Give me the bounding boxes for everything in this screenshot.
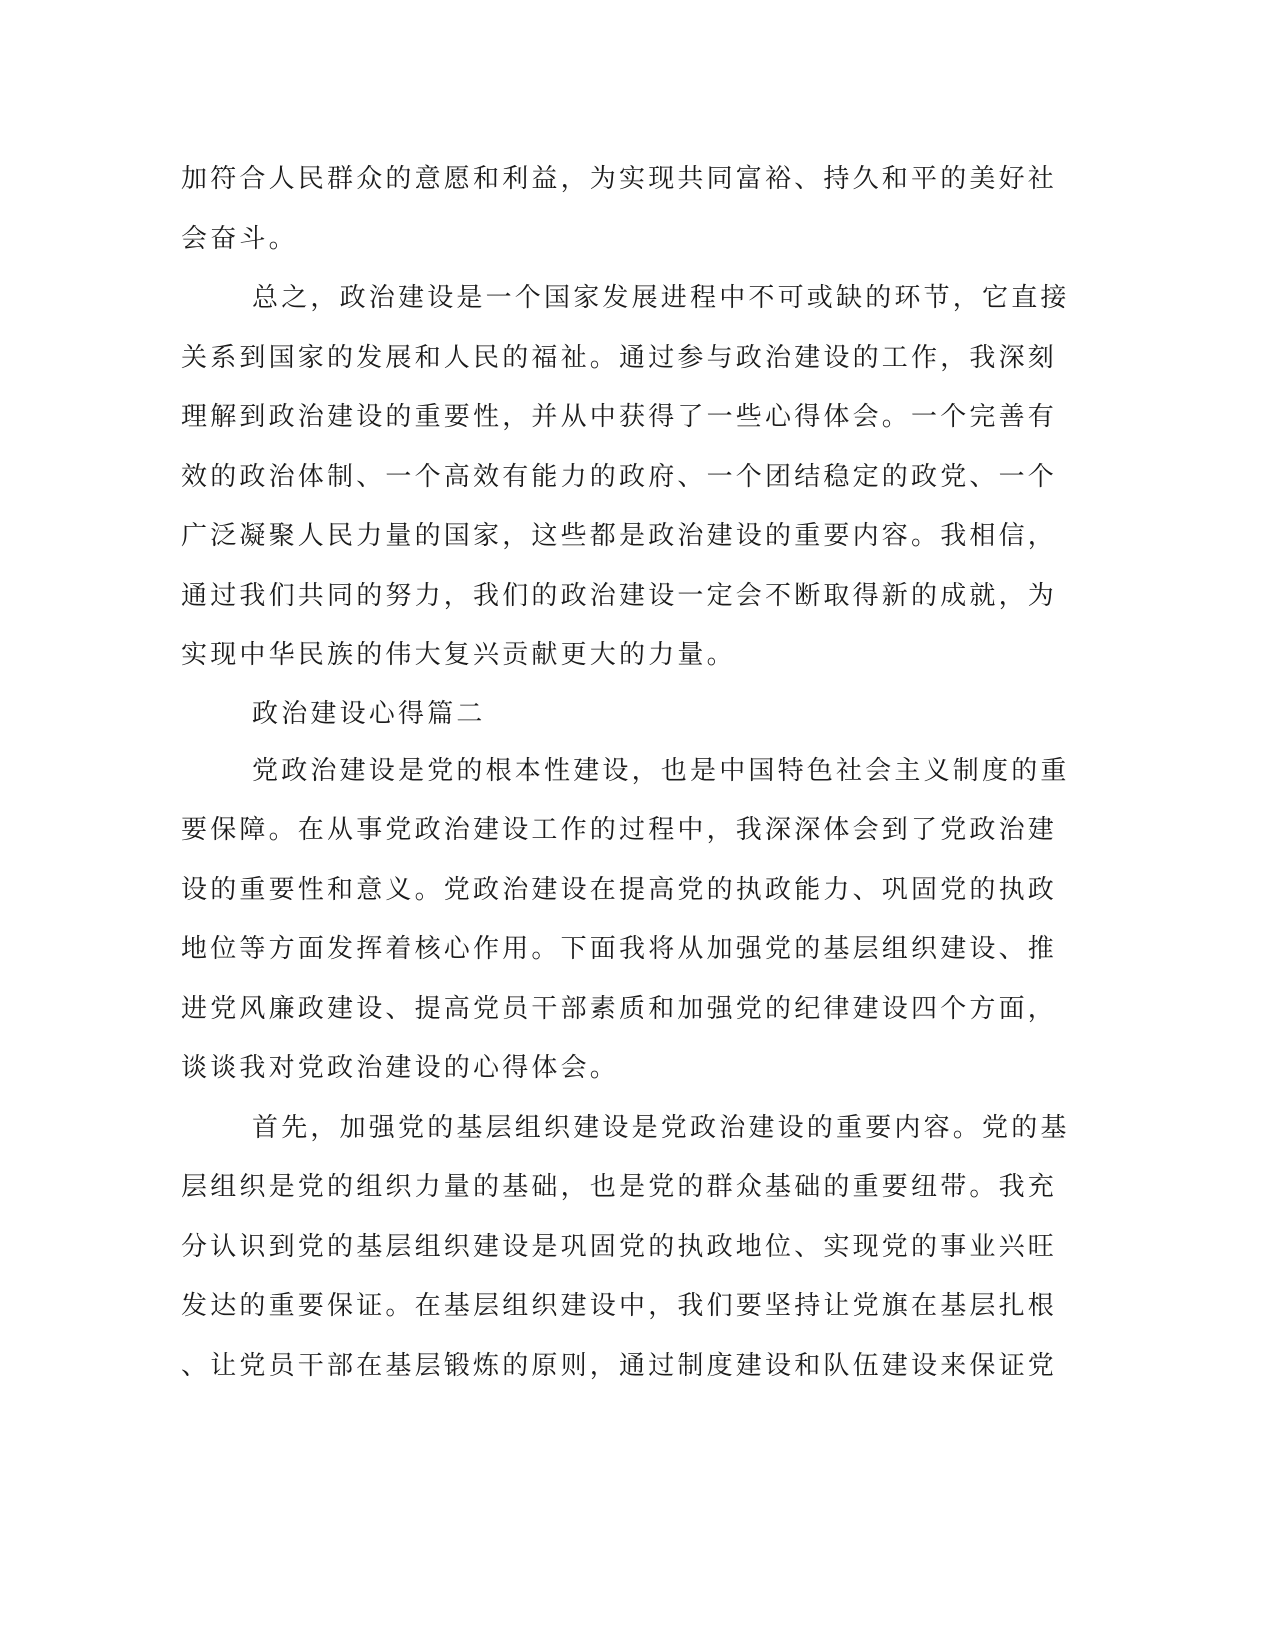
paragraph-continued [181, 150, 1058, 269]
text-line: 实现中华民族的伟大复兴贡献更大的力量。 [181, 640, 736, 670]
section-heading: 政治建设心得篇二 [252, 698, 486, 729]
paragraph-conclusion [181, 269, 1070, 686]
text-line: 广泛凝聚人民力量的国家，这些都是政治建设的重要内容。我相信， [181, 521, 1058, 551]
paragraph-introduction [181, 742, 1070, 1099]
text-line: 要保障。在从事党政治建设工作的过程中，我深深体会到了党政治建 [181, 815, 1058, 845]
text-line: 地位等方面发挥着核心作用。下面我将从加强党的基层组织建设、推 [181, 934, 1058, 964]
text-line: 发达的重要保证。在基层组织建设中，我们要坚持让党旗在基层扎根 [181, 1291, 1058, 1321]
text-line: 通过我们共同的努力，我们的政治建设一定会不断取得新的成就，为 [181, 580, 1058, 611]
text-line: 理解到政治建设的重要性，并从中获得了一些心得体会。一个完善有 [181, 402, 1058, 432]
text-line: 分认识到党的基层组织建设是巩固党的执政地位、实现党的事业兴旺 [181, 1231, 1058, 1262]
text-line: 关系到国家的发展和人民的福祉。通过参与政治建设的工作，我深刻 [181, 342, 1058, 373]
text-line: 、让党员干部在基层锻炼的原则，通过制度建设和队伍建设来保证党 [181, 1350, 1058, 1381]
text-line: 总之，政治建设是一个国家发展进程中不可或缺的环节，它直接 [252, 283, 1070, 313]
text-line: 谈谈我对党政治建设的心得体会。 [181, 1053, 620, 1083]
text-line: 设的重要性和意义。党政治建设在提高党的执政能力、巩固党的执政 [181, 874, 1058, 905]
text-line: 效的政治体制、一个高效有能力的政府、一个团结稳定的政党、一个 [181, 461, 1058, 492]
text-line: 党政治建设是党的根本性建设，也是中国特色社会主义制度的重 [252, 755, 1070, 786]
text-line: 加符合人民群众的意愿和利益，为实现共同富裕、持久和平的美好社 [181, 164, 1058, 194]
text-line: 会奋斗。 [181, 223, 298, 254]
document-body [181, 150, 1070, 1396]
text-line: 首先，加强党的基层组织建设是党政治建设的重要内容。党的基 [252, 1112, 1070, 1143]
paragraph-first-point [181, 1099, 1070, 1397]
text-line: 层组织是党的组织力量的基础，也是党的群众基础的重要纽带。我充 [181, 1172, 1058, 1202]
text-line: 进党风廉政建设、提高党员干部素质和加强党的纪律建设四个方面， [181, 993, 1058, 1024]
